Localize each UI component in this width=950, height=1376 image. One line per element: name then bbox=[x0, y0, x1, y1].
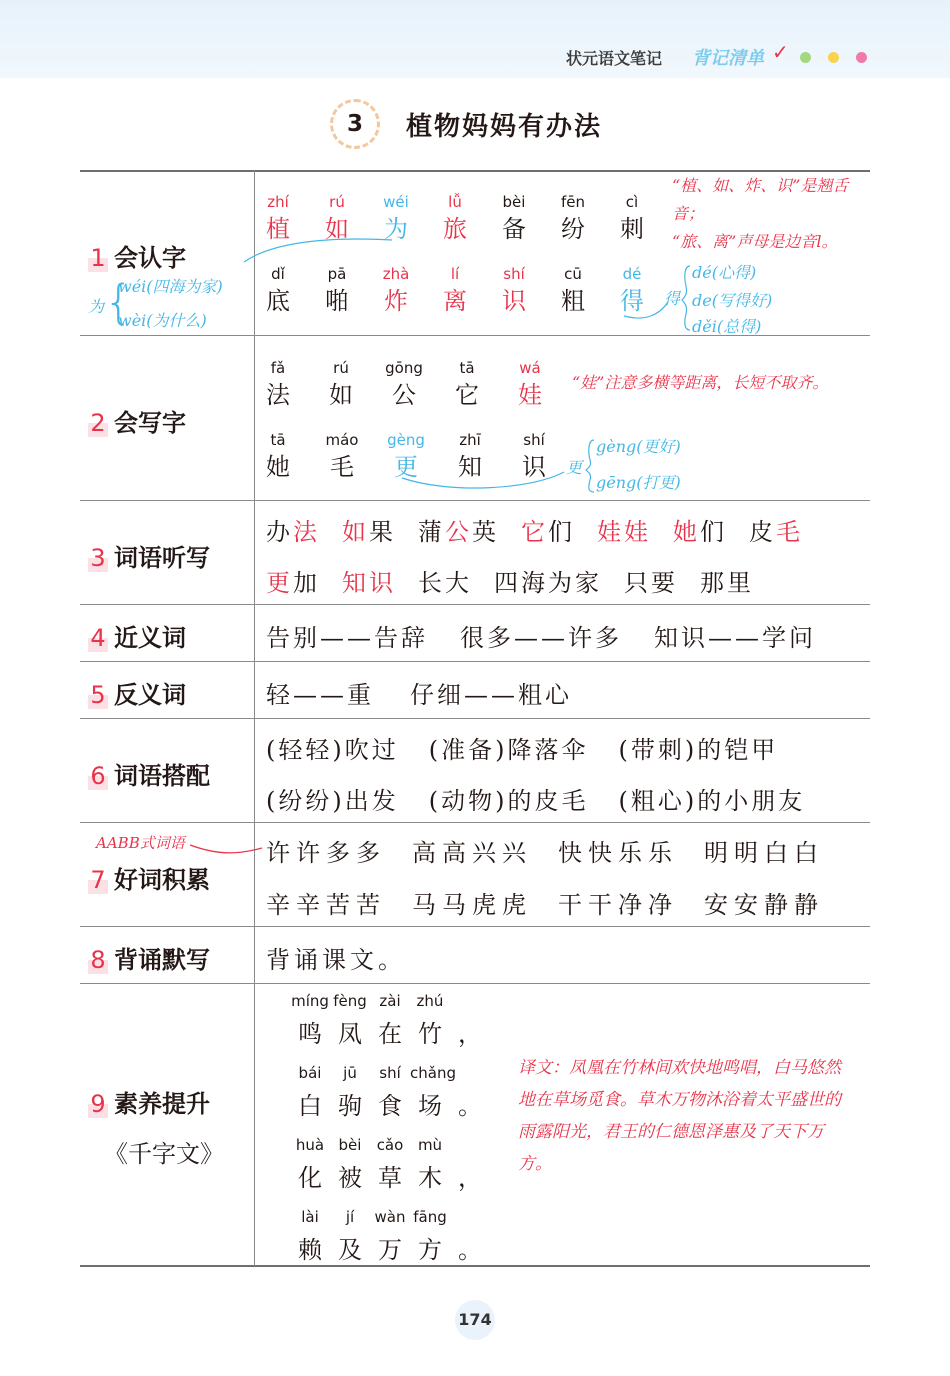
antonym-pair: 轻——重 bbox=[266, 681, 374, 709]
section-label-write: 2 会写字 bbox=[88, 403, 186, 438]
poem-pinyin: zài bbox=[379, 992, 401, 1010]
pinyin: fēn bbox=[560, 193, 586, 211]
good-word: 干干净净 bbox=[558, 891, 678, 919]
pinyin: lí bbox=[450, 265, 460, 283]
dictation-char: 如 bbox=[342, 518, 369, 546]
poem-hanzi: 白 bbox=[298, 1092, 322, 1120]
pinyin: lǚ bbox=[448, 193, 462, 211]
poem-pinyin: bèi bbox=[338, 1136, 362, 1154]
good-word: 辛辛苦苦 bbox=[266, 891, 386, 919]
geng-brace bbox=[586, 440, 594, 492]
dictation-char: 里 bbox=[727, 569, 754, 597]
dictation-char: 家 bbox=[575, 569, 602, 597]
pinyin: gèng bbox=[387, 431, 425, 449]
wei-polyphone-char: 为 bbox=[88, 297, 105, 316]
pinyin: zhī bbox=[459, 431, 481, 449]
poem-pinyin: jí bbox=[345, 1208, 355, 1226]
poem-pinyin: chǎng bbox=[410, 1064, 456, 1082]
wei-brace: { bbox=[104, 275, 134, 329]
section-label-antonyms: 5 反义词 bbox=[88, 675, 186, 710]
recognize-note-2: “旅、离”声母是边音l。 bbox=[672, 232, 838, 251]
section-label-synonyms: 4 近义词 bbox=[88, 618, 186, 653]
poem-pinyin: jū bbox=[343, 1064, 357, 1082]
hanzi: 底 bbox=[266, 287, 290, 315]
dictation-char: 它 bbox=[521, 518, 548, 546]
de-reading-2: de(写得好) bbox=[692, 291, 773, 310]
wei-reading-2: wèi(为什么) bbox=[118, 311, 207, 330]
poem-hanzi: 及 bbox=[338, 1236, 362, 1264]
dictation-char: 更 bbox=[266, 569, 293, 597]
recite-instruction: 背诵课文。 bbox=[266, 946, 406, 974]
good-word: 马马虎虎 bbox=[412, 891, 532, 919]
hanzi: 她 bbox=[266, 453, 290, 481]
geng-reading-1: gèng(更好) bbox=[596, 437, 681, 456]
pinyin: zhà bbox=[382, 265, 410, 283]
poem-pinyin: zhú bbox=[416, 992, 444, 1010]
wei-reading-1: wéi(四海为家) bbox=[118, 277, 223, 296]
synonym-pair: 很多——许多 bbox=[460, 624, 622, 652]
section-label-good-words: 7 好词积累 bbox=[88, 860, 210, 895]
hanzi: 为 bbox=[384, 215, 408, 243]
poem-hanzi: 被 bbox=[338, 1164, 362, 1192]
hanzi: 公 bbox=[392, 381, 416, 409]
hanzi: 识 bbox=[502, 287, 526, 315]
dictation-char: 她 bbox=[673, 518, 700, 546]
hanzi: 旅 bbox=[443, 215, 467, 243]
dictation-char: 皮 bbox=[749, 518, 776, 546]
hanzi: 它 bbox=[455, 381, 479, 409]
dictation-char: 办 bbox=[266, 518, 293, 546]
dictation-char: 法 bbox=[293, 518, 320, 546]
dictation-char: 果 bbox=[369, 518, 396, 546]
hanzi: 粗 bbox=[561, 287, 585, 315]
de-brace bbox=[682, 266, 690, 330]
poem-punctuation: ， bbox=[458, 1164, 482, 1192]
dictation-char: 要 bbox=[651, 569, 678, 597]
dictation-char: 们 bbox=[548, 518, 575, 546]
dictation-char: 蒲 bbox=[418, 518, 445, 546]
poem-pinyin: fāng bbox=[413, 1208, 447, 1226]
hanzi: 刺 bbox=[620, 215, 644, 243]
poem-hanzi: 草 bbox=[378, 1164, 402, 1192]
pinyin: wéi bbox=[383, 193, 409, 211]
poem-punctuation: 。 bbox=[458, 1236, 482, 1264]
hanzi: 备 bbox=[502, 215, 526, 243]
pinyin: rú bbox=[333, 359, 349, 377]
poem-hanzi: 凤 bbox=[338, 1020, 362, 1048]
dictation-char: 加 bbox=[293, 569, 320, 597]
collocation: (粗心)的小朋友 bbox=[618, 787, 806, 815]
pinyin: fǎ bbox=[270, 359, 286, 377]
pinyin: wá bbox=[519, 359, 541, 377]
dictation-char: 公 bbox=[445, 518, 472, 546]
poem-hanzi: 木 bbox=[418, 1164, 442, 1192]
hanzi: 如 bbox=[325, 215, 349, 243]
hanzi: 离 bbox=[443, 287, 467, 315]
de-reading-3: děi(总得) bbox=[692, 317, 762, 336]
pinyin: dǐ bbox=[271, 265, 285, 283]
synonym-pair: 告别——告辞 bbox=[266, 624, 428, 652]
good-word: 明明白白 bbox=[704, 839, 824, 867]
poem-hanzi: 方 bbox=[418, 1236, 442, 1264]
hanzi: 知 bbox=[458, 453, 482, 481]
poem-hanzi: 在 bbox=[378, 1020, 402, 1048]
poem-pinyin: mù bbox=[417, 1136, 443, 1154]
pinyin: pā bbox=[327, 265, 347, 283]
pinyin: cì bbox=[625, 193, 639, 211]
poem-hanzi: 食 bbox=[378, 1092, 402, 1120]
hanzi: 更 bbox=[394, 453, 418, 481]
recognize-note-1: “植、如、炸、识”是翘舌音； bbox=[672, 176, 849, 223]
dictation-char: 知 bbox=[342, 569, 369, 597]
lesson-title: 植物妈妈有办法 bbox=[406, 112, 603, 142]
hanzi: 植 bbox=[266, 215, 290, 243]
poem-hanzi: 竹 bbox=[418, 1020, 442, 1048]
poem-hanzi: 万 bbox=[378, 1236, 402, 1264]
poem-pinyin: fèng bbox=[333, 992, 367, 1010]
lesson-number-badge: 3 bbox=[330, 99, 380, 149]
dictation-char: 四 bbox=[494, 569, 521, 597]
poem-pinyin: huà bbox=[295, 1136, 325, 1154]
dictation-char: 长 bbox=[418, 569, 445, 597]
dictation-char: 娃 bbox=[597, 518, 624, 546]
pinyin: bèi bbox=[502, 193, 526, 211]
wei-arrow bbox=[244, 239, 392, 262]
dictation-char: 大 bbox=[445, 569, 472, 597]
de-reading-1: dé(心得) bbox=[692, 263, 757, 282]
pinyin: rú bbox=[329, 193, 345, 211]
collocation: (轻轻)吹过 bbox=[266, 736, 399, 764]
write-note: “娃”注意多横等距离，长短不取齐。 bbox=[572, 373, 829, 392]
dictation-char: 识 bbox=[369, 569, 396, 597]
hanzi: 法 bbox=[266, 381, 290, 409]
poem-pinyin: bái bbox=[298, 1064, 322, 1082]
brand-title: 状元语文笔记 bbox=[566, 49, 663, 68]
dictation-char: 英 bbox=[472, 518, 499, 546]
pinyin: shí bbox=[523, 431, 545, 449]
dictation-char: 海 bbox=[521, 569, 548, 597]
section-label-literacy: 9 素养提升 bbox=[88, 1084, 210, 1119]
qianziwen-title: 《千字文》 bbox=[104, 1140, 224, 1168]
hanzi: 识 bbox=[522, 453, 546, 481]
section-label-recite: 8 背诵默写 bbox=[88, 940, 210, 975]
good-word: 快快乐乐 bbox=[558, 839, 678, 867]
pinyin: máo bbox=[325, 431, 359, 449]
hanzi: 娃 bbox=[518, 381, 542, 409]
hanzi: 得 bbox=[620, 287, 644, 315]
poem-punctuation: 。 bbox=[458, 1092, 482, 1120]
good-word: 许许多多 bbox=[266, 839, 386, 867]
collocation: (纷纷)出发 bbox=[266, 787, 399, 815]
section-label-collocations: 6 词语搭配 bbox=[88, 756, 210, 791]
pinyin: tā bbox=[459, 359, 475, 377]
poem-hanzi: 赖 bbox=[298, 1236, 322, 1264]
hanzi: 啪 bbox=[325, 287, 349, 315]
pinyin: shí bbox=[503, 265, 525, 283]
hanzi: 毛 bbox=[330, 453, 354, 481]
section-label-recognize: 1 会认字 bbox=[88, 238, 186, 273]
good-word: 高高兴兴 bbox=[412, 839, 532, 867]
section-label-dictation: 3 词语听写 bbox=[88, 538, 210, 573]
aabb-note: AABB式词语 bbox=[96, 834, 185, 852]
geng-polyphone-char: 更 bbox=[566, 458, 583, 477]
page-number: 174 bbox=[455, 1300, 495, 1340]
translation: 译文：凤凰在竹林间欢快地鸣唱，白马悠然地在草场觅食。草木万物沐浴着太平盛世的雨露阳光，君王的仁德恩泽惠及了天下万方。 bbox=[518, 1058, 841, 1174]
poem-hanzi: 化 bbox=[298, 1164, 322, 1192]
dictation-char: 们 bbox=[700, 518, 727, 546]
good-word: 安安静静 bbox=[704, 891, 824, 919]
check-icon: ✓ bbox=[772, 40, 789, 64]
dictation-char: 毛 bbox=[776, 518, 803, 546]
de-arrow bbox=[624, 302, 668, 318]
hanzi: 纷 bbox=[561, 215, 585, 243]
de-polyphone-char: 得 bbox=[664, 289, 681, 308]
poem-pinyin: lài bbox=[301, 1208, 319, 1226]
poem-punctuation: ， bbox=[458, 1020, 482, 1048]
poem-hanzi: 鸣 bbox=[298, 1020, 322, 1048]
collocation: (准备)降落伞 bbox=[428, 736, 589, 764]
hanzi: 如 bbox=[329, 381, 353, 409]
poem-pinyin: cǎo bbox=[376, 1136, 404, 1154]
dictation-char: 只 bbox=[624, 569, 651, 597]
pinyin: dé bbox=[622, 265, 642, 283]
pinyin: cū bbox=[564, 265, 582, 283]
collocation: (动物)的皮毛 bbox=[428, 787, 589, 815]
pinyin: tā bbox=[270, 431, 286, 449]
dictation-char: 那 bbox=[700, 569, 727, 597]
poem-pinyin: míng bbox=[291, 992, 329, 1010]
pinyin: zhí bbox=[267, 193, 289, 211]
dictation-char: 为 bbox=[548, 569, 575, 597]
hanzi: 炸 bbox=[384, 287, 408, 315]
pinyin: gōng bbox=[385, 359, 423, 377]
poem-hanzi: 场 bbox=[418, 1092, 442, 1120]
dictation-char: 娃 bbox=[624, 518, 651, 546]
collocation: (带刺)的铠甲 bbox=[618, 736, 779, 764]
poem-hanzi: 驹 bbox=[338, 1092, 362, 1120]
antonym-pair: 仔细——粗心 bbox=[410, 681, 572, 709]
geng-reading-2: gēng(打更) bbox=[596, 473, 681, 492]
checklist-tag: 背记清单 bbox=[692, 48, 764, 69]
geng-arrow bbox=[402, 472, 564, 488]
poem-pinyin: shí bbox=[379, 1064, 401, 1082]
poem-pinyin: wàn bbox=[374, 1208, 406, 1226]
aabb-arrow bbox=[190, 845, 262, 853]
synonym-pair: 知识——学问 bbox=[654, 624, 816, 652]
